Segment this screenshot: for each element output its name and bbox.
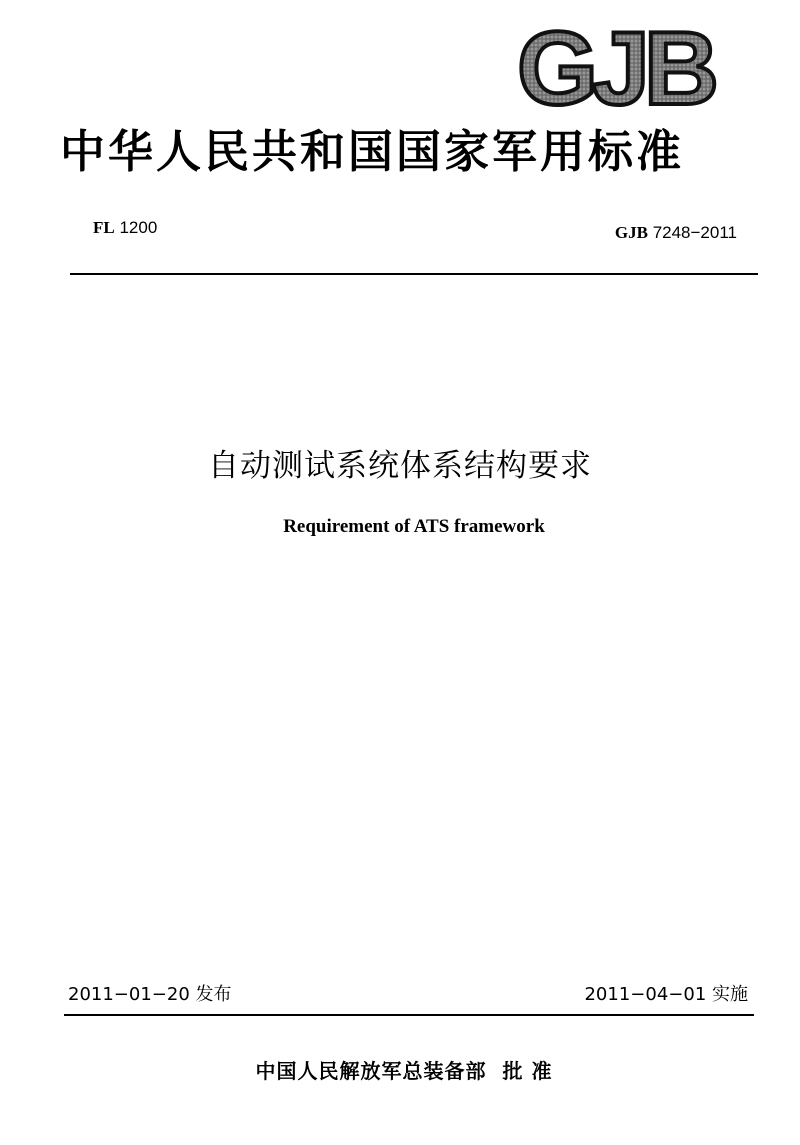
bottom-divider bbox=[64, 1014, 754, 1016]
logo-lettering: GJB bbox=[517, 16, 713, 116]
issuing-authority bbox=[0, 1055, 800, 1084]
issuer-organization: 中国人民解放军总装备部 bbox=[255, 1059, 487, 1083]
issue-date: 2011−01−20 发布 bbox=[68, 984, 232, 1005]
document-title-chinese: 自动测试系统体系结构要求 bbox=[208, 448, 592, 484]
effective-date: 2011−04−01 实施 bbox=[584, 984, 748, 1005]
top-divider bbox=[70, 273, 758, 275]
classification-code bbox=[93, 218, 157, 238]
issuer-action: 批 准 bbox=[502, 1059, 553, 1083]
header-title: 中华人民共和国国家军用标准 bbox=[60, 125, 685, 178]
classification-number: 1200 bbox=[119, 218, 158, 237]
standard-prefix: GJB bbox=[614, 223, 648, 242]
standard-number bbox=[615, 223, 737, 243]
standard-number-value: 7248−2011 bbox=[652, 223, 737, 242]
gjb-logo bbox=[495, 16, 735, 116]
classification-prefix: FL bbox=[93, 218, 115, 237]
document-title-english: Requirement of ATS framework bbox=[283, 516, 545, 537]
